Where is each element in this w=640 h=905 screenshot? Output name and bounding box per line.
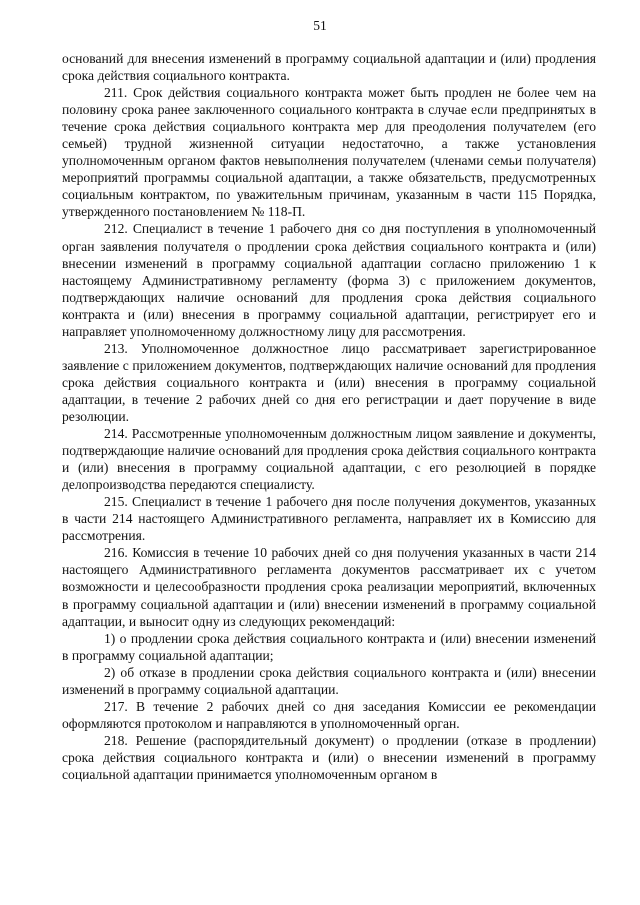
- document-body: [62, 50, 596, 783]
- paragraph-212: 212. Специалист в течение 1 рабочего дня со дня поступления в уполномоченный орган заявления получателя о продлении срока действия социального контракта и (или) внесении изменений в программу социальной адаптации согласно приложению 1 к настоящему Административному регламенту (форма 3) с приложением документов, подтверждающих наличие оснований для продления срока действия социального контракта и (или) внесения в программу социальной адаптации, регистрирует его и направляет уполномоченному должностному лицу для рассмотрения.: [62, 221, 596, 339]
- paragraph-216: 216. Комиссия в течение 10 рабочих дней со дня получения указанных в части 214 настоящего Административного регламента документов рассматривает их с учетом возможности и целесообразности продления срока реализации мероприятий, включенных в программу социальной адаптации и (или) внесении изменений в программу социальной адаптации, и выносит одну из следующих рекомендаций:: [62, 545, 596, 629]
- paragraph-214: 214. Рассмотренные уполномоченным должностным лицом заявление и документы, подтверждающие наличие оснований для продления срока действия социального контракта и (или) внесения в программу социальной адаптации, с его резолюцией в порядке делопроизводства передаются специалисту.: [62, 426, 596, 493]
- paragraph-215: 215. Специалист в течение 1 рабочего дня после получения документов, указанных в части 214 настоящего Административного регламента, направляет их в Комиссию для рассмотрения.: [62, 494, 596, 544]
- list-item-1: 1) о продлении срока действия социального контракта и (или) внесении изменений в программу социальной адаптации;: [62, 630, 596, 663]
- paragraph-continuation: оснований для внесения изменений в программу социальной адаптации и (или) продления срока действия социального контракта.: [62, 51, 596, 84]
- paragraph-213: 213. Уполномоченное должностное лицо рассматривает зарегистрированное заявление с приложением документов, подтверждающих наличие оснований для продления срока действия социального контракта и (или) внесения в программу социальной адаптации, в течение 2 рабочих дней со дня его регистрации и дает поручение в виде резолюции.: [62, 340, 596, 424]
- list-item-2: 2) об отказе в продлении срока действия социального контракта и (или) внесении изменений в программу социальной адаптации.: [62, 664, 596, 697]
- paragraph-218: 218. Решение (распорядительный документ) о продлении (отказе в продлении) срока действия социального контракта и (или) о внесении изменений в программу социальной адаптации принимается уполномоченным органом в: [62, 732, 596, 782]
- paragraph-211: 211. Срок действия социального контракта может быть продлен не более чем на половину срока ранее заключенного социального контракта в случае если предпринятых в течение срока действия социального контракта мер для преодоления получателем (его семьей) трудной жизненной ситуации недостаточно, а также установления уполномоченным органом фактов невыполнения получателем (членами семьи получателя) мероприятий программы социальной адаптации, а также обязательств, предусмотренных социальным контрактом, по уважительным причинам, указанным в части 115 Порядка, утвержденного постановлением № 118-П.: [62, 85, 596, 220]
- paragraph-217: 217. В течение 2 рабочих дней со дня заседания Комиссии ее рекомендации оформляются протоколом и направляются в уполномоченный орган.: [62, 698, 596, 731]
- page-number: 51: [313, 18, 327, 33]
